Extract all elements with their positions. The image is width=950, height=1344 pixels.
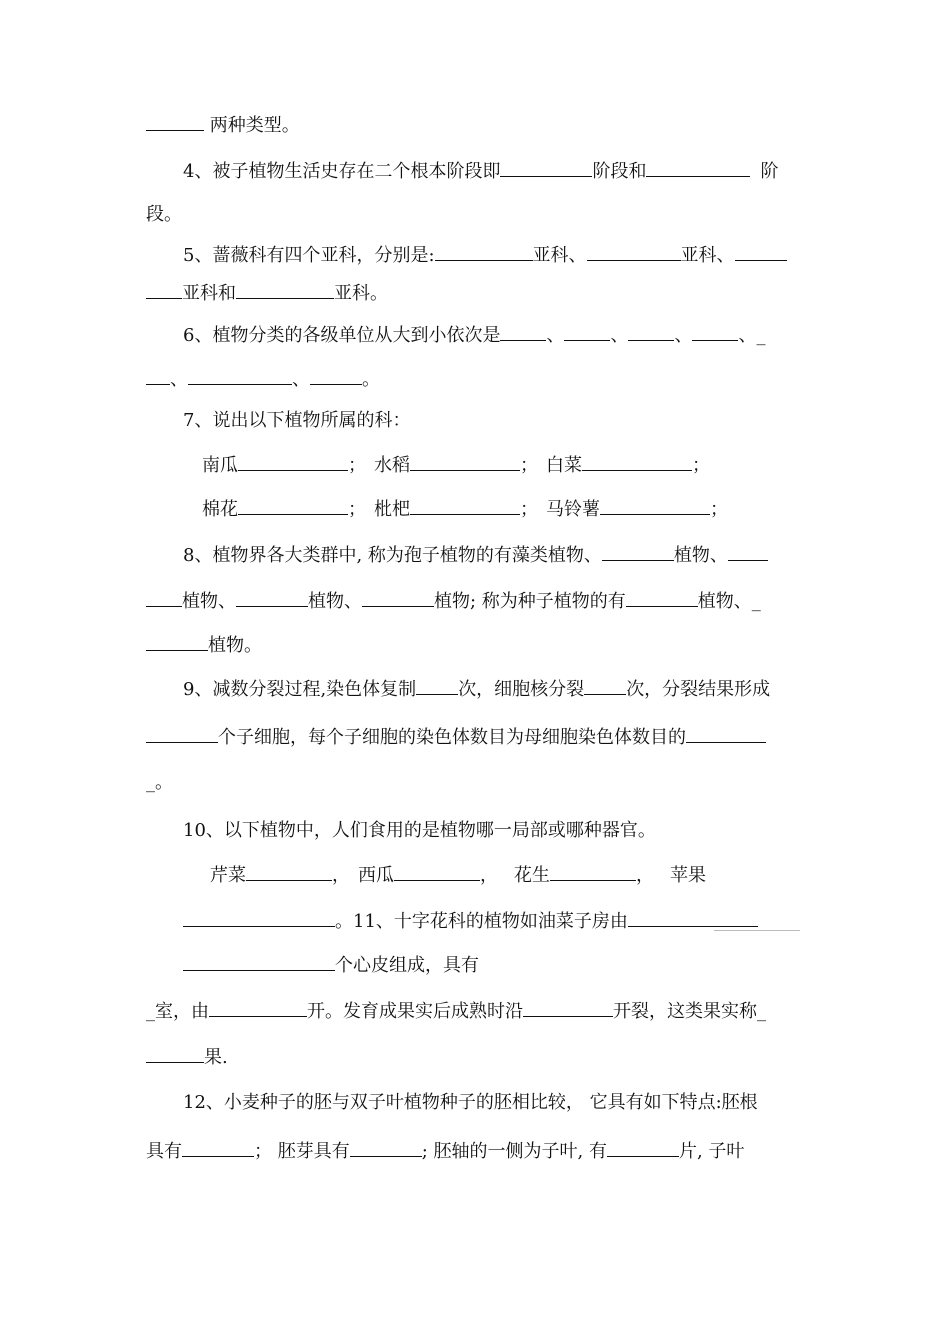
blank [600,496,710,515]
blank [607,1138,679,1157]
q7-title [183,410,410,432]
blank [435,242,533,261]
semi: ； [348,499,366,520]
blank [500,322,546,341]
q11-text: 。11、十字花科的植物如油菜子房由 [335,911,628,932]
sep: 、 [674,325,693,346]
underscore: _ [756,325,766,346]
blank [146,724,218,743]
q6-line2 [146,366,380,391]
blank [146,112,204,131]
blank [410,496,520,515]
blank [183,908,335,927]
q9-line1 [183,676,770,701]
q9-line3 [146,772,173,794]
q12-line1 [183,1092,758,1114]
blank [587,242,681,261]
q10-items [210,862,706,887]
plant: 马铃薯 [546,499,600,520]
q9-text: 次，细胞核分裂 [458,679,585,700]
q8-text: 植物。 [208,635,262,656]
blank [564,322,610,341]
q5-text: 亚科、 [532,245,587,266]
q4-text: 段。 [146,204,182,225]
plant: 苹果 [670,865,706,886]
plant: 白菜 [546,455,582,476]
q11-line1 [183,908,758,933]
q4-line1 [183,158,778,183]
blank [628,908,758,927]
q9-text: 9、减数分裂过程,染色体复制 [183,679,417,700]
q9-text: _。 [146,772,173,793]
plant: 花生 [514,865,550,886]
blank [146,280,182,299]
q8-text: 植物、 [308,591,362,612]
q10-text: 10、以下植物中，人们食用的是植物哪一局部或哪种器官。 [183,820,656,841]
q8-line1 [183,542,768,567]
q4-text: 阶 [760,161,779,182]
plant: 芹菜 [210,865,246,886]
q9-text: 次，分裂结果形成 [626,679,771,700]
q4-text: 阶段和 [592,161,647,182]
semi: ； [520,499,538,520]
blank [584,676,626,695]
q11-text: 果. [204,1047,228,1068]
blank [236,588,308,607]
q12-text: ; 胚轴的一侧为子叶, 有 [421,1141,607,1162]
blank [236,280,334,299]
q9-text: 个子细胞，每个子细胞的染色体数目为母细胞染色体数目的 [218,727,686,748]
blank [735,242,787,261]
q11-line4 [146,1044,228,1069]
blank [246,862,332,881]
blank [310,366,362,385]
comma: ， [332,865,350,886]
blank [146,588,182,607]
blank [582,452,692,471]
blank [628,322,674,341]
semi: ； [710,499,728,520]
semi: ； [520,455,538,476]
blank [686,724,766,743]
q3-tail: 两种类型。 [209,115,300,136]
blank [238,452,348,471]
blank [182,1138,254,1157]
blank [362,588,434,607]
q11-text: 开裂，这类果实称_ [613,1001,766,1022]
sep: 、 [292,369,310,390]
q8-text: 8、植物界各大类群中, 称为孢子植物的有藻类植物、 [183,545,602,566]
q6-text: 6、植物分类的各级单位从大到小依次是 [183,325,501,346]
q7-text: 7、说出以下植物所属的科： [183,410,411,431]
blank [146,1044,204,1063]
faint-rule [714,930,800,931]
blank [523,998,613,1017]
q5-text: 亚科。 [334,283,388,304]
q11-text: 个心皮组成，具有 [335,955,479,976]
q8-text: 植物、 [697,591,752,612]
blank [394,862,480,881]
underscore: _ [751,591,761,612]
blank [188,366,292,385]
blank [350,1138,422,1157]
q8-text: 植物、 [673,545,728,566]
q11-line2 [183,952,479,977]
blank [728,542,768,561]
blank [602,542,674,561]
blank [146,366,170,385]
q6-line1 [183,322,765,347]
semi: ； [348,455,366,476]
plant: 棉花 [202,499,238,520]
sep: 、 [738,325,757,346]
q8-line2 [146,588,761,613]
blank [146,632,208,651]
q4-text: 4、被子植物生活史存在二个根本阶段即 [183,161,501,182]
q7-row2 [202,496,728,521]
blank [646,158,750,177]
end: 。 [362,369,380,390]
sep: 、 [170,369,188,390]
blank [500,158,592,177]
q8-line3 [146,632,262,657]
q5-line2 [146,280,388,305]
comma: ， [480,865,498,886]
q9-line2 [146,724,766,749]
q12-text: 片, 子叶 [678,1141,745,1162]
blank [626,588,698,607]
q11-text: 开。发育成果实后成熟时沿 [307,1001,523,1022]
q4-line2 [146,204,182,226]
plant: 西瓜 [358,865,394,886]
comma: ， [636,865,654,886]
blank [209,998,307,1017]
q12-line2 [146,1138,744,1163]
sep: 、 [610,325,629,346]
blank [550,862,636,881]
q7-row1 [202,452,710,477]
q8-text: 植物、 [182,591,236,612]
blank [692,322,738,341]
q10-title [183,820,656,842]
blank [416,676,458,695]
q12-text: 12、小麦种子的胚与双子叶植物种子的胚相比较， 它具有如下特点:胚根 [183,1092,758,1113]
blank [410,452,520,471]
q3-tail-line [146,112,300,137]
sep: 、 [546,325,565,346]
q5-text: 5、蔷薇科有四个亚科，分别是: [183,245,435,266]
q8-text: 植物; 称为种子植物的有 [434,591,626,612]
plant: 枇杷 [374,499,410,520]
blank [238,496,348,515]
q5-text: 亚科、 [680,245,735,266]
q12-text: 具有 [146,1141,182,1162]
q11-text: _室，由 [146,1001,209,1022]
q11-line3 [146,998,766,1023]
plant: 南瓜 [202,455,238,476]
blank [183,952,335,971]
semi: ； [692,455,710,476]
q5-text: 亚科和 [182,283,236,304]
q12-text: ； 胚芽具有 [254,1141,350,1162]
plant: 水稻 [374,455,410,476]
q5-line1 [183,242,787,267]
